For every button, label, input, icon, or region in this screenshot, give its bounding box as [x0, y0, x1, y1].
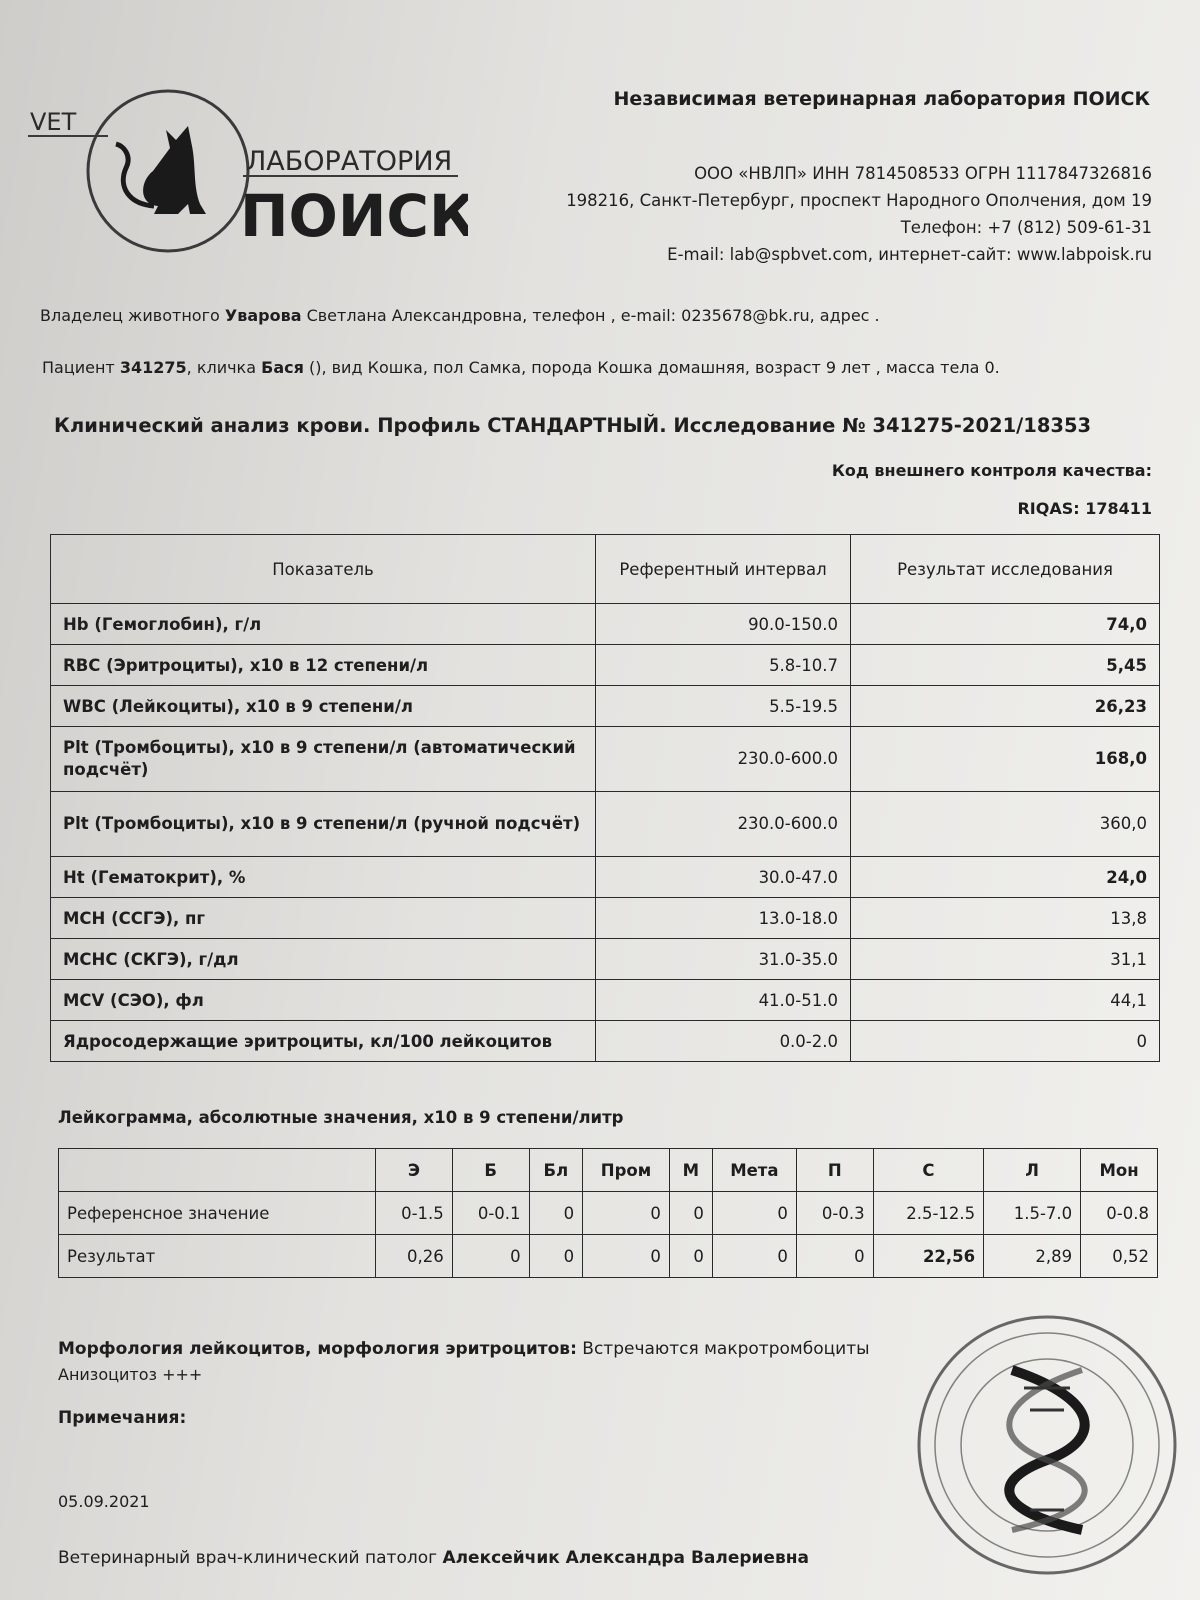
- col-header: Пром: [583, 1149, 670, 1192]
- patient-details: (), вид Кошка, пол Самка, порода Кошка домашняя, возраст 9 лет , масса тела 0.: [303, 358, 1000, 377]
- row-ref: 5.8-10.7: [596, 645, 851, 686]
- col-header: Б: [452, 1149, 529, 1192]
- ref-cell: 0: [583, 1192, 670, 1235]
- table-row: [51, 980, 1160, 1021]
- header-indicator: Показатель: [51, 535, 596, 604]
- morphology-section: [58, 1336, 870, 1388]
- ref-cell: 0-1.5: [376, 1192, 453, 1235]
- ref-cell: 1.5-7.0: [984, 1192, 1081, 1235]
- row-ref: 230.0-600.0: [596, 727, 851, 792]
- lab-email: E-mail: lab@spbvet.com, интернет-сайт: www.labpoisk.ru: [667, 245, 1152, 264]
- row-result: 74,0: [851, 604, 1160, 645]
- result-cell: 0: [452, 1235, 529, 1278]
- doctor-signature-line: [58, 1548, 809, 1568]
- patient-id: 341275: [119, 358, 187, 377]
- qc-value: RIQAS: 178411: [1017, 499, 1152, 518]
- col-header: С: [873, 1149, 984, 1192]
- row-name: RBC (Эритроциты), x10 в 12 степени/л: [51, 645, 596, 686]
- header-reference: Референтный интервал: [596, 535, 851, 604]
- row-name: Ядросодержащие эритроциты, кл/100 лейкоцитов: [51, 1021, 596, 1062]
- col-header: П: [796, 1149, 873, 1192]
- result-cell: 0,26: [376, 1235, 453, 1278]
- svg-text:ЛАБОРАТОРИЯ: ЛАБОРАТОРИЯ: [246, 146, 453, 177]
- row-name: Plt (Тромбоциты), x10 в 9 степени/л (ручной подсчёт): [51, 792, 596, 857]
- row-ref: 5.5-19.5: [596, 686, 851, 727]
- quality-control: [832, 452, 1152, 528]
- col-header: Э: [376, 1149, 453, 1192]
- result-cell: 0: [583, 1235, 670, 1278]
- blood-test-table: [50, 534, 1160, 1062]
- doctor-role: Ветеринарный врач-клинический патолог: [58, 1548, 438, 1568]
- table-row: [51, 727, 1160, 792]
- svg-text:ПОИСК: ПОИСК: [240, 182, 468, 250]
- result-cell: 0,52: [1081, 1235, 1158, 1278]
- table-row: [51, 686, 1160, 727]
- row-ref: 230.0-600.0: [596, 792, 851, 857]
- col-header: Мета: [712, 1149, 796, 1192]
- row-result: 31,1: [851, 939, 1160, 980]
- ref-cell: 0-0.1: [452, 1192, 529, 1235]
- report-date: 05.09.2021: [58, 1492, 150, 1511]
- reference-row: [59, 1192, 1158, 1235]
- ref-cell: 0: [529, 1192, 583, 1235]
- patient-nick: Бася: [261, 358, 304, 377]
- owner-label: Владелец животного: [40, 306, 220, 325]
- morphology-label: Морфология лейкоцитов, морфология эритроцитов:: [58, 1339, 577, 1359]
- result-cell: 22,56: [873, 1235, 984, 1278]
- ref-cell: 2.5-12.5: [873, 1192, 984, 1235]
- notes-label: Примечания:: [58, 1408, 187, 1428]
- owner-line: [40, 306, 880, 325]
- table-row: [51, 898, 1160, 939]
- lab-address: 198216, Санкт-Петербург, проспект Народного Ополчения, дом 19: [566, 191, 1152, 210]
- result-cell: 0: [796, 1235, 873, 1278]
- row-result: 24,0: [851, 857, 1160, 898]
- header-result: Результат исследования: [851, 535, 1160, 604]
- patient-nick-label: , кличка: [186, 358, 257, 377]
- row-result: 44,1: [851, 980, 1160, 1021]
- morphology-extra: Анизоцитоз +++: [58, 1365, 203, 1384]
- row-ref: 90.0-150.0: [596, 604, 851, 645]
- result-cell: 0: [712, 1235, 796, 1278]
- row-name: Hb (Гемоглобин), г/л: [51, 604, 596, 645]
- leukogram-title: Лейкограмма, абсолютные значения, x10 в 9 степени/литр: [58, 1108, 624, 1127]
- lab-logo: [28, 86, 468, 256]
- table-row: [51, 645, 1160, 686]
- lab-name: Независимая ветеринарная лаборатория ПОИСК: [613, 88, 1150, 110]
- report-title: Клинический анализ крови. Профиль СТАНДАРТНЫЙ. Исследование № 341275-2021/18353: [54, 414, 1092, 437]
- table-row: [51, 939, 1160, 980]
- col-header: Бл: [529, 1149, 583, 1192]
- doctor-name: Алексейчик Александра Валериевна: [442, 1548, 809, 1568]
- row-name: MCV (СЭО), фл: [51, 980, 596, 1021]
- col-header: Мон: [1081, 1149, 1158, 1192]
- table-row: [51, 1021, 1160, 1062]
- morphology-value: Встречаются макротромбоциты: [576, 1339, 870, 1359]
- ref-cell: 0-0.8: [1081, 1192, 1158, 1235]
- row-name: Ht (Гематокрит), %: [51, 857, 596, 898]
- table-row: [51, 857, 1160, 898]
- patient-line: [42, 358, 1000, 377]
- row-result: 360,0: [851, 792, 1160, 857]
- lab-phone: Телефон: +7 (812) 509-61-31: [900, 218, 1152, 237]
- row-name: WBC (Лейкоциты), x10 в 9 степени/л: [51, 686, 596, 727]
- row-ref: 13.0-18.0: [596, 898, 851, 939]
- ref-cell: 0: [712, 1192, 796, 1235]
- col-header: М: [669, 1149, 712, 1192]
- owner-details: Светлана Александровна, телефон , e-mail: 0235678@bk.ru, адрес .: [301, 306, 880, 325]
- row-ref: 30.0-47.0: [596, 857, 851, 898]
- row-result: 13,8: [851, 898, 1160, 939]
- ref-cell: 0: [669, 1192, 712, 1235]
- leukogram-corner: [59, 1149, 376, 1192]
- row-name: Plt (Тромбоциты), x10 в 9 степени/л (автоматический подсчёт): [51, 727, 596, 792]
- result-row: [59, 1235, 1158, 1278]
- table-row: [51, 604, 1160, 645]
- row-result: 168,0: [851, 727, 1160, 792]
- result-cell: 0: [529, 1235, 583, 1278]
- row-result: 5,45: [851, 645, 1160, 686]
- result-cell: 2,89: [984, 1235, 1081, 1278]
- row-ref: 31.0-35.0: [596, 939, 851, 980]
- table-row: [51, 792, 1160, 857]
- lab-contacts: [566, 160, 1152, 268]
- col-header: Л: [984, 1149, 1081, 1192]
- ref-cell: 0-0.3: [796, 1192, 873, 1235]
- ref-label: Референсное значение: [59, 1192, 376, 1235]
- qc-label: Код внешнего контроля качества:: [831, 461, 1152, 480]
- patient-label: Пациент: [42, 358, 115, 377]
- row-name: MCH (ССГЭ), пг: [51, 898, 596, 939]
- leukogram-table: [58, 1148, 1158, 1278]
- row-result: 0: [851, 1021, 1160, 1062]
- row-ref: 0.0-2.0: [596, 1021, 851, 1062]
- company-details: ООО «НВЛП» ИНН 7814508533 ОГРН 1117847326816: [694, 164, 1152, 183]
- row-name: MCHC (СКГЭ), г/дл: [51, 939, 596, 980]
- lab-seal-stamp: [912, 1310, 1182, 1580]
- result-label: Результат: [59, 1235, 376, 1278]
- owner-surname: Уварова: [224, 306, 302, 325]
- row-ref: 41.0-51.0: [596, 980, 851, 1021]
- svg-text:VET: VET: [30, 108, 77, 136]
- row-result: 26,23: [851, 686, 1160, 727]
- result-cell: 0: [669, 1235, 712, 1278]
